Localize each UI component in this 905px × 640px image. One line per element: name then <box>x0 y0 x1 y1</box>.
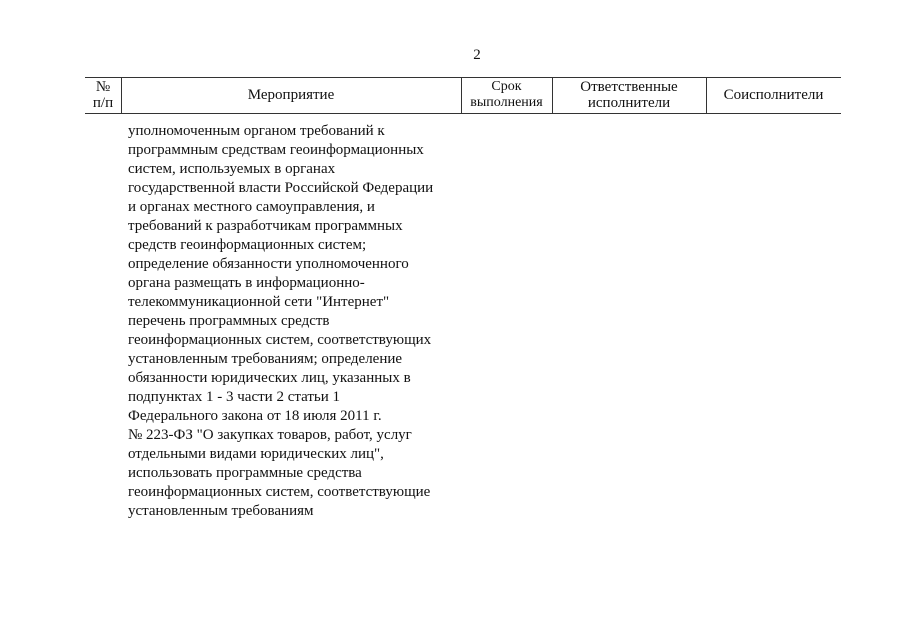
activity-line: систем, используемых в органах <box>128 161 336 177</box>
header-responsible-column <box>552 77 706 113</box>
activity-line: подпунктах 1 - 3 части 2 статьи 1 <box>128 389 341 405</box>
activity-line: средств геоинформационных систем; <box>128 237 367 253</box>
header-term-column <box>461 77 552 113</box>
activity-line: установленным требованиям <box>128 503 314 519</box>
header-responsible-line1: Ответственные <box>580 79 678 95</box>
header-term-line1: Срок <box>491 79 522 94</box>
header-term-line2: выполнения <box>470 95 543 110</box>
activity-description <box>128 122 473 521</box>
header-number-line1: № <box>95 79 111 95</box>
activity-line: и органах местного самоуправления, и <box>128 199 375 215</box>
activity-line: определение обязанности уполномоченного <box>128 256 409 272</box>
activity-line: государственной власти Российской Федерации <box>128 180 434 196</box>
activity-line: отдельными видами юридических лиц", <box>128 446 384 462</box>
header-responsible-line2: исполнители <box>587 95 671 111</box>
activity-line: перечень программных средств <box>128 313 330 329</box>
activity-line: Федерального закона от 18 июля 2011 г. <box>128 408 382 424</box>
activity-line: геоинформационных систем, соответствующих <box>128 332 432 348</box>
header-coexecutors-label: Соисполнители <box>723 87 824 103</box>
activity-line: органа размещать в информационно- <box>128 275 365 291</box>
header-number-line2: п/п <box>92 95 114 111</box>
activity-line: уполномоченным органом требований к <box>128 123 385 139</box>
activity-line: геоинформационных систем, соответствующие <box>128 484 431 500</box>
table-header-bottom-border <box>85 113 841 114</box>
activity-line: требований к разработчикам программных <box>128 218 403 234</box>
header-number-column <box>85 77 121 113</box>
activity-line: № 223-ФЗ "О закупках товаров, работ, услуг <box>128 427 412 443</box>
activity-line: использовать программные средства <box>128 465 362 481</box>
activity-line: программным средствам геоинформационных <box>128 142 424 158</box>
activity-line: телекоммуникационной сети "Интернет" <box>128 294 390 310</box>
header-coexecutors-column <box>706 77 841 113</box>
activity-line: обязанности юридических лиц, указанных в <box>128 370 411 386</box>
header-activity-label: Мероприятие <box>247 87 335 103</box>
page-number: 2 <box>473 47 481 63</box>
header-activity-column <box>121 77 461 113</box>
activity-line: установленным требованиям; определение <box>128 351 403 367</box>
